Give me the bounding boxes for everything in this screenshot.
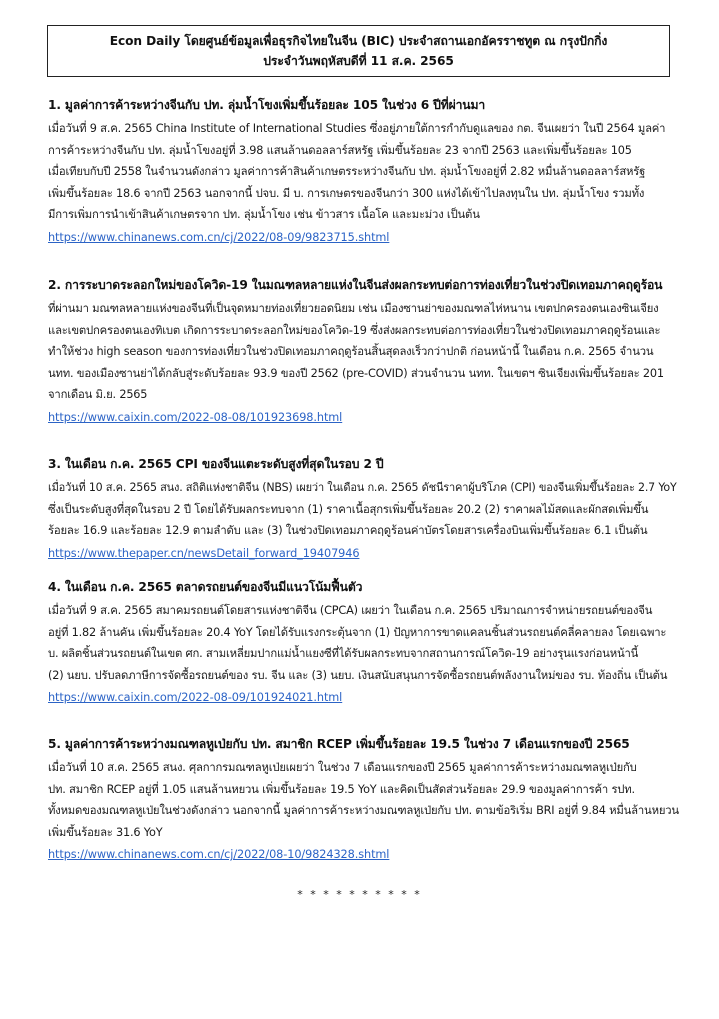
- news-item-text-line: อยู่ที่ 1.82 ล้านคัน เพิ่มขึ้นร้อยละ 20.4 YoY โดยได้รับแรงกระตุ้นจาก (1) ปัญหาการขาดแคลนชิ้นส่วนรถยนต์คลี่คลายลง โดยเฉพาะ: [48, 625, 667, 639]
- news-item-text-line: ทำให้ช่วง high season ของการท่องเที่ยวในช่วงปิดเทอมภาคฤดูร้อนสิ้นสุดลงเร็วกว่าปกติ ก่อนหน้านี้ ในเดือน ก.ค. 2565 จำนวน: [48, 345, 654, 359]
- news-item-text-line: จากเดือน มิ.ย. 2565: [48, 388, 148, 402]
- news-item-title: 3. ในเดือน ก.ค. 2565 CPI ของจีนแตะระดับสูงที่สุดในรอบ 2 ปี: [48, 457, 384, 471]
- header-title: Econ Daily โดยศูนย์ข้อมูลเพื่อธุรกิจไทยในจีน (BIC) ประจำสถานเอกอัครราชทูต ณ กรุงปักกิ่ง: [109, 34, 608, 48]
- news-item-text-line: ทั้งหมดของมณฑลหูเป่ยในช่วงดังกล่าว นอกจากนี้ มูลค่าการค้าระหว่างมณฑลหูเป่ยกับ ปท. ตามข้อริเริ่ม BRI อยู่ที่ 9.84 หมื่นล้านหยวน: [48, 804, 679, 818]
- news-item-text-line: เมื่อวันที่ 9 ส.ค. 2565 China Institute of International Studies ซึ่งอยู่ภายใต้การกำกับดูแลของ กต. จีนเผยว่า ในปี 2564 มูลค่า: [48, 122, 666, 135]
- news-item-text-line: ปท. สมาชิก RCEP อยู่ที่ 1.05 แสนล้านหยวน เพิ่มขึ้นร้อยละ 19.5 YoY และคิดเป็นสัดส่วนร้อยละ 29.9 ของมูลค่าการค้า รปท.: [48, 782, 635, 796]
- header-box: [47, 25, 670, 77]
- news-item-text-line: และเขตปกครองตนเองทิเบต เกิดการระบาดระลอกใหม่ของโควิด-19 ซึ่งส่งผลกระทบต่อการท่องเที่ยวในช่วงปิดเทอมภาคฤดูร้อนและ: [48, 323, 661, 337]
- news-item-2: [48, 276, 680, 429]
- news-item-text-line: นทท. ของเมืองซานย่าได้กลับสู่ระดับร้อยละ 93.9 ของปี 2562 (pre-COVID) ส่วนจำนวน นทท. ในเขตฯ ซินเจียงเพิ่มขึ้นร้อยละ 201: [48, 366, 664, 380]
- news-item-text-line: การค้าระหว่างจีนกับ ปท. ลุ่มน้ำโขงอยู่ที่ 3.98 แสนล้านดอลลาร์สหรัฐ เพิ่มขึ้นร้อยละ 23 จากปี 2563 และเพิ่มขึ้นร้อยละ 105: [48, 143, 632, 157]
- news-item-title: 4. ในเดือน ก.ค. 2565 ตลาดรถยนต์ของจีนมีแนวโน้มฟื้นตัว: [48, 580, 363, 594]
- news-item-text-line: มีการเพิ่มการนำเข้าสินค้าเกษตรจาก ปท. ลุ่มน้ำโขง เช่น ข้าวสาร เนื้อโค และมะม่วง เป็นต้น: [48, 208, 480, 222]
- news-item-1: [48, 96, 680, 249]
- news-item-text-line: ร้อยละ 16.9 และร้อยละ 12.9 ตามลำดับ และ (3) ในช่วงปิดเทอมภาคฤดูร้อนค่าบัตรโดยสารเครื่องบินเพิ่มขึ้นร้อยละ 6.1 เป็นต้น: [48, 524, 648, 538]
- news-item-title: 2. การระบาดระลอกใหม่ของโควิด-19 ในมณฑลหลายแห่งในจีนส่งผลกระทบต่อการท่องเที่ยวในช่วงปิดเทอมภาคฤดูร้อน: [48, 278, 663, 292]
- news-item-title: 1. มูลค่าการค้าระหว่างจีนกับ ปท. ลุ่มน้ำโขงเพิ่มขึ้นร้อยละ 105 ในช่วง 6 ปีที่ผ่านมา: [48, 98, 486, 112]
- news-item-3: [48, 455, 680, 564]
- news-item-5: [48, 735, 680, 866]
- source-link[interactable]: https://www.caixin.com/2022-08-08/101923698.html: [48, 410, 343, 424]
- source-link[interactable]: https://www.caixin.com/2022-08-09/101924021.html: [48, 691, 343, 705]
- news-item-text-line: ซึ่งเป็นระดับสูงที่สุดในรอบ 2 ปี โดยได้รับผลกระทบจาก (1) ราคาเนื้อสุกรเพิ่มขึ้นร้อยละ 20.2 (2) ราคาผลไม้สดและผักสดเพิ่มขึ้น: [48, 502, 649, 516]
- source-link[interactable]: https://www.chinanews.com.cn/cj/2022/08-09/9823715.shtml: [48, 230, 390, 244]
- news-item-text-line: เมื่อวันที่ 10 ส.ค. 2565 สนง. สถิติแห่งชาติจีน (NBS) เผยว่า ในเดือน ก.ค. 2565 ดัชนีราคาผู้บริโภค (CPI) ของจีนเพิ่มขึ้นร้อยละ 2.7 YoY: [48, 481, 677, 494]
- news-item-title: 5. มูลค่าการค้าระหว่างมณฑลหูเป่ยกับ ปท. สมาชิก RCEP เพิ่มขึ้นร้อยละ 19.5 ในช่วง 7 เดือนแรกของปี 2565: [48, 737, 630, 751]
- source-link[interactable]: https://www.chinanews.com.cn/cj/2022/08-10/9824328.shtml: [48, 848, 390, 862]
- source-link[interactable]: https://www.thepaper.cn/newsDetail_forward_19407946: [48, 546, 360, 560]
- end-of-document-separator: * * * * * * * * * *: [297, 888, 422, 901]
- news-item-text-line: เพิ่มขึ้นร้อยละ 18.6 จากปี 2563 นอกจากนี้ ปจบ. มี บ. การเกษตรของจีนกว่า 300 แห่งได้เข้าไปลงทุนใน ปท. ลุ่มน้ำโขง รวมทั้ง: [48, 186, 645, 200]
- news-item-text-line: (2) นยบ. ปรับลดภาษีการจัดซื้อรถยนต์ของ รบ. จีน และ (3) นยบ. เงินสนับสนุนการจัดซื้อรถยนต์พลังงานใหม่ของ รบ. ท้องถิ่น เป็นต้น: [48, 668, 668, 682]
- news-item-text-line: เมื่อวันที่ 9 ส.ค. 2565 สมาคมรถยนต์โดยสารแห่งชาติจีน (CPCA) เผยว่า ในเดือน ก.ค. 2565 ปริมาณการจำหน่ายรถยนต์ของจีน: [48, 604, 653, 617]
- news-item-text-line: บ. ผลิตชิ้นส่วนรถยนต์ในเขต ศก. สามเหลี่ยมปากแม่น้ำแยงซีที่ได้รับผลกระทบจากสถานการณ์โควิด-19 อย่างรุนแรงก่อนหน้านี้: [48, 647, 639, 661]
- news-item-text-line: เพิ่มขึ้นร้อยละ 31.6 YoY: [48, 825, 163, 839]
- news-item-text-line: ที่ผ่านมา มณฑลหลายแห่งของจีนที่เป็นจุดหมายท่องเที่ยวยอดนิยม เช่น เมืองซานย่าของมณฑลไห่หนาน เขตปกครองตนเองซินเจียง: [48, 302, 659, 315]
- news-item-4: [48, 578, 680, 709]
- header-date: ประจำวันพฤหัสบดีที่ 11 ส.ค. 2565: [263, 54, 454, 68]
- news-item-text-line: เมื่อเทียบกับปี 2558 ในจำนวนดังกล่าว มูลค่าการค้าสินค้าเกษตรระหว่างจีนกับ ปท. ลุ่มน้ำโขงอยู่ที่ 2.82 หมื่นล้านดอลลาร์สหรัฐ: [48, 165, 646, 179]
- news-item-text-line: เมื่อวันที่ 10 ส.ค. 2565 สนง. ศุลกากรมณฑลหูเป่ยเผยว่า ในช่วง 7 เดือนแรกของปี 2565 มูลค่าการค้าระหว่างมณฑลหูเป่ยกับ: [48, 761, 637, 774]
